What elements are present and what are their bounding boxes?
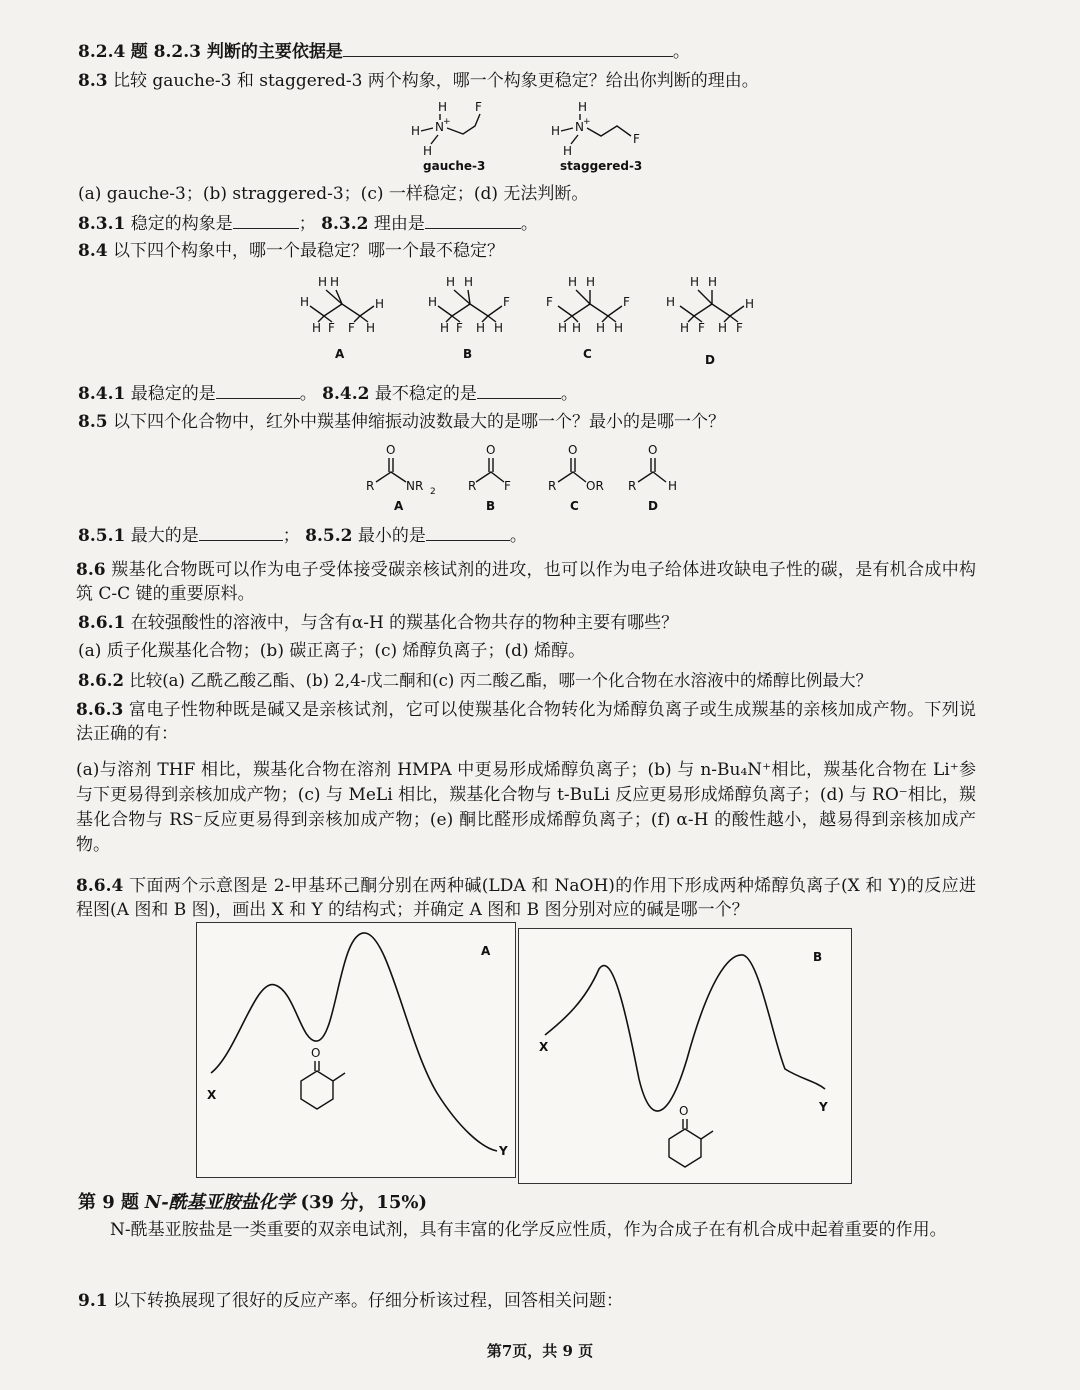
svg-text:H: H [428,295,438,309]
svg-text:R: R [468,479,477,493]
question-8-3 [78,70,759,92]
svg-text:A: A [335,347,345,361]
question-text: 比较 gauche-3 和 staggered-3 两个构象，哪一个构象更稳定？给出你判断的理由。 [112,71,759,91]
conformer-d [666,275,754,367]
svg-text:H: H [708,275,718,289]
question-9-header: 第 9 题 N-酰基亚胺盐化学 (39 分，15%) [78,1192,427,1213]
question-8-6-1: 8.6.1 在较强酸性的溶液中，与含有α-H 的羰基化合物共存的物种主要有哪些？ [78,613,679,633]
svg-text:C: C [570,499,579,513]
svg-text:H: H [745,297,755,311]
energy-profile-b [519,929,851,1183]
compound-a-amide [366,443,436,513]
svg-text:H: H [423,144,433,158]
svg-text:H: H [375,297,385,311]
question-8-5: 8.5 以下四个化合物中，红外中羰基伸缩振动波数最大的是哪一个？最小的是哪一个？ [78,412,725,432]
svg-text:X: X [207,1088,217,1102]
svg-text:H: H [366,321,376,335]
svg-text:F: F [546,295,553,309]
svg-text:H: H [476,321,486,335]
compound-d-aldehyde [628,443,677,513]
svg-text:H: H [586,275,596,289]
svg-text:H: H [312,321,322,335]
answer-blank-stable[interactable] [233,212,299,229]
conformer-c [546,275,630,361]
svg-text:H: H [300,295,310,309]
compound-b-acyl-fluoride [468,443,511,513]
svg-text:H: H [446,275,456,289]
svg-text:H: H [680,321,690,335]
question-8-5-1: 8.5.1 最大的是 ； 8.5.2 最小的是 。 [78,526,527,546]
svg-text:D: D [705,353,715,367]
staggered-3-structure [551,100,642,173]
2-methylcyclohexanone-structure [301,1046,345,1109]
svg-text:C: C [583,347,592,361]
svg-text:F: F [736,321,743,335]
question-8-6: 8.6 羰基化合物既可以作为电子受体接受碳亲核试剂的进攻，也可以作为电子给体进攻缺电子性的碳，是有机合成中构筑 C-C 键的重要原料。 [76,560,977,604]
reaction-diagram-b [518,928,852,1184]
svg-text:H: H [494,321,504,335]
svg-text:F: F [623,295,630,309]
question-9-intro: N-酰基亚胺盐是一类重要的双亲电试剂，具有丰富的化学反应性质，作为合成子在有机合成中起着重要的作用。 [110,1220,947,1240]
svg-text:O: O [648,443,658,457]
svg-text:gauche-3: gauche-3 [423,159,486,173]
svg-text:H: H [558,321,568,335]
question-8-6-3-options: (a)与溶剂 THF 相比，羰基化合物在溶剂 HMPA 中更易形成烯醇负离子；(b) 与 n-Bu₄N⁺相比，羰基化合物在 Li⁺参与下更易得到亲核加成产物；(c) 与 MeLi 相比，羰基化合物与 t-BuLi 反应更易形成烯醇负离子；(d) 与 RO⁻相比，羰基化合物与 RS⁻反应更易得到亲核加成产物；(e) 酮比醛形成烯醇负离子；(f) α-H 的酸性越小，越易得到亲核加成产物。 [76,760,976,855]
answer-blank-smallest[interactable] [426,524,510,541]
answer-blank-most-stable[interactable] [216,382,300,399]
svg-text:R: R [628,479,637,493]
svg-text:F: F [475,100,482,114]
question-8-4: 8.4 以下四个构象中，哪一个最稳定？哪一个最不稳定？ [78,241,504,261]
question-number: 8.3 [78,71,108,91]
svg-text:F: F [504,479,511,493]
question-text: 题 8.2.3 判断的主要依据是 [130,42,343,62]
svg-text:H: H [438,100,448,114]
svg-text:F: F [348,321,355,335]
energy-profile-a [197,923,515,1177]
svg-text:H: H [464,275,474,289]
svg-text:B: B [486,499,496,513]
answer-blank-least-stable[interactable] [477,382,561,399]
reaction-diagram-a [196,922,516,1178]
svg-text:staggered-3: staggered-3 [560,159,643,173]
svg-text:H: H [411,124,421,138]
svg-text:A: A [394,499,404,513]
svg-text:O: O [386,443,396,457]
svg-text:R: R [366,479,375,493]
svg-text:H: H [690,275,700,289]
svg-text:O: O [568,443,578,457]
svg-text:O: O [679,1104,689,1118]
svg-text:F: F [328,321,335,335]
svg-text:O: O [311,1046,321,1060]
question-8-2-4: 8.2.4 题 8.2.3 判断的主要依据是 。 [78,42,690,62]
2-methylcyclohexanone-structure [669,1104,713,1167]
svg-text:H: H [572,321,582,335]
conformer-a [300,275,384,361]
svg-text:N: N [575,120,584,134]
svg-text:H: H [551,124,561,138]
question-8-3-options: (a) gauche-3；(b) straggered-3；(c) 一样稳定；(d) 无法判断。 [78,184,589,204]
svg-text:H: H [330,275,340,289]
carbonyl-compounds [360,442,700,514]
question-8-3-1: 8.3.1 稳定的构象是 ； 8.3.2 理由是 。 [78,214,538,234]
svg-text:H: H [568,275,578,289]
svg-text:F: F [456,321,463,335]
svg-text:+: + [443,117,451,127]
question-8-4-1: 8.4.1 最稳定的是 。 8.4.2 最不稳定的是 。 [78,384,578,404]
svg-text:F: F [633,132,640,146]
svg-text:B: B [463,347,473,361]
compound-c-ester [548,443,604,513]
page-footer: 第7页，共 9 页 [486,1342,594,1360]
fluoroethane-conformers [290,274,760,374]
gauche-3-structure [411,100,485,173]
answer-blank-largest[interactable] [199,524,283,541]
svg-text:X: X [539,1040,549,1054]
svg-text:Y: Y [499,1144,508,1158]
svg-text:R: R [548,479,557,493]
question-number: 8.2.4 [78,42,126,62]
svg-text:H: H [318,275,328,289]
energy-curve [545,955,825,1111]
svg-text:H: H [440,321,450,335]
svg-text:O: O [486,443,496,457]
svg-text:H: H [563,144,573,158]
svg-text:2: 2 [430,487,436,497]
svg-text:A: A [481,944,491,958]
conformers-gauche-staggered [395,98,665,178]
question-8-6-4: 8.6.4 下面两个示意图是 2-甲基环己酮分别在两种碱(LDA 和 NaOH)的作用下形成两种烯醇负离子(X 和 Y)的反应进程图(A 图和 B 图)，画出 X 和 Y 的结构式；并确定 A 图和 B 图分别对应的碱是哪一个？ [76,876,977,920]
conformer-b [428,275,510,361]
question-8-6-1-options: (a) 质子化羰基化合物；(b) 碳正离子；(c) 烯醇负离子；(d) 烯醇。 [78,641,586,661]
svg-text:B: B [813,950,823,964]
svg-text:H: H [668,479,678,493]
svg-text:F: F [698,321,705,335]
svg-text:H: H [578,100,588,114]
svg-text:D: D [648,499,658,513]
svg-text:H: H [666,295,676,309]
svg-text:+: + [583,117,591,127]
question-8-6-3: 8.6.3 富电子性物种既是碱又是亲核试剂，它可以使羰基化合物转化为烯醇负离子或生成羰基的亲核加成产物。下列说法正确的有： [76,700,977,744]
answer-blank-reason[interactable] [425,212,521,229]
answer-blank[interactable] [343,40,673,57]
question-9-1: 9.1 以下转换展现了很好的反应产率。仔细分析该过程，回答相关问题： [78,1291,623,1311]
svg-text:NR: NR [406,479,424,493]
svg-text:F: F [503,295,510,309]
question-8-6-2: 8.6.2 比较(a) 乙酰乙酸乙酯、(b) 2,4-戊二酮和(c) 丙二酸乙酯，哪一个化合物在水溶液中的烯醇比例最大？ [78,671,873,690]
energy-curve [211,933,497,1151]
svg-text:Y: Y [819,1100,828,1114]
svg-text:OR: OR [586,479,604,493]
svg-text:N: N [435,120,444,134]
svg-text:H: H [614,321,624,335]
svg-text:H: H [718,321,728,335]
svg-text:H: H [596,321,606,335]
